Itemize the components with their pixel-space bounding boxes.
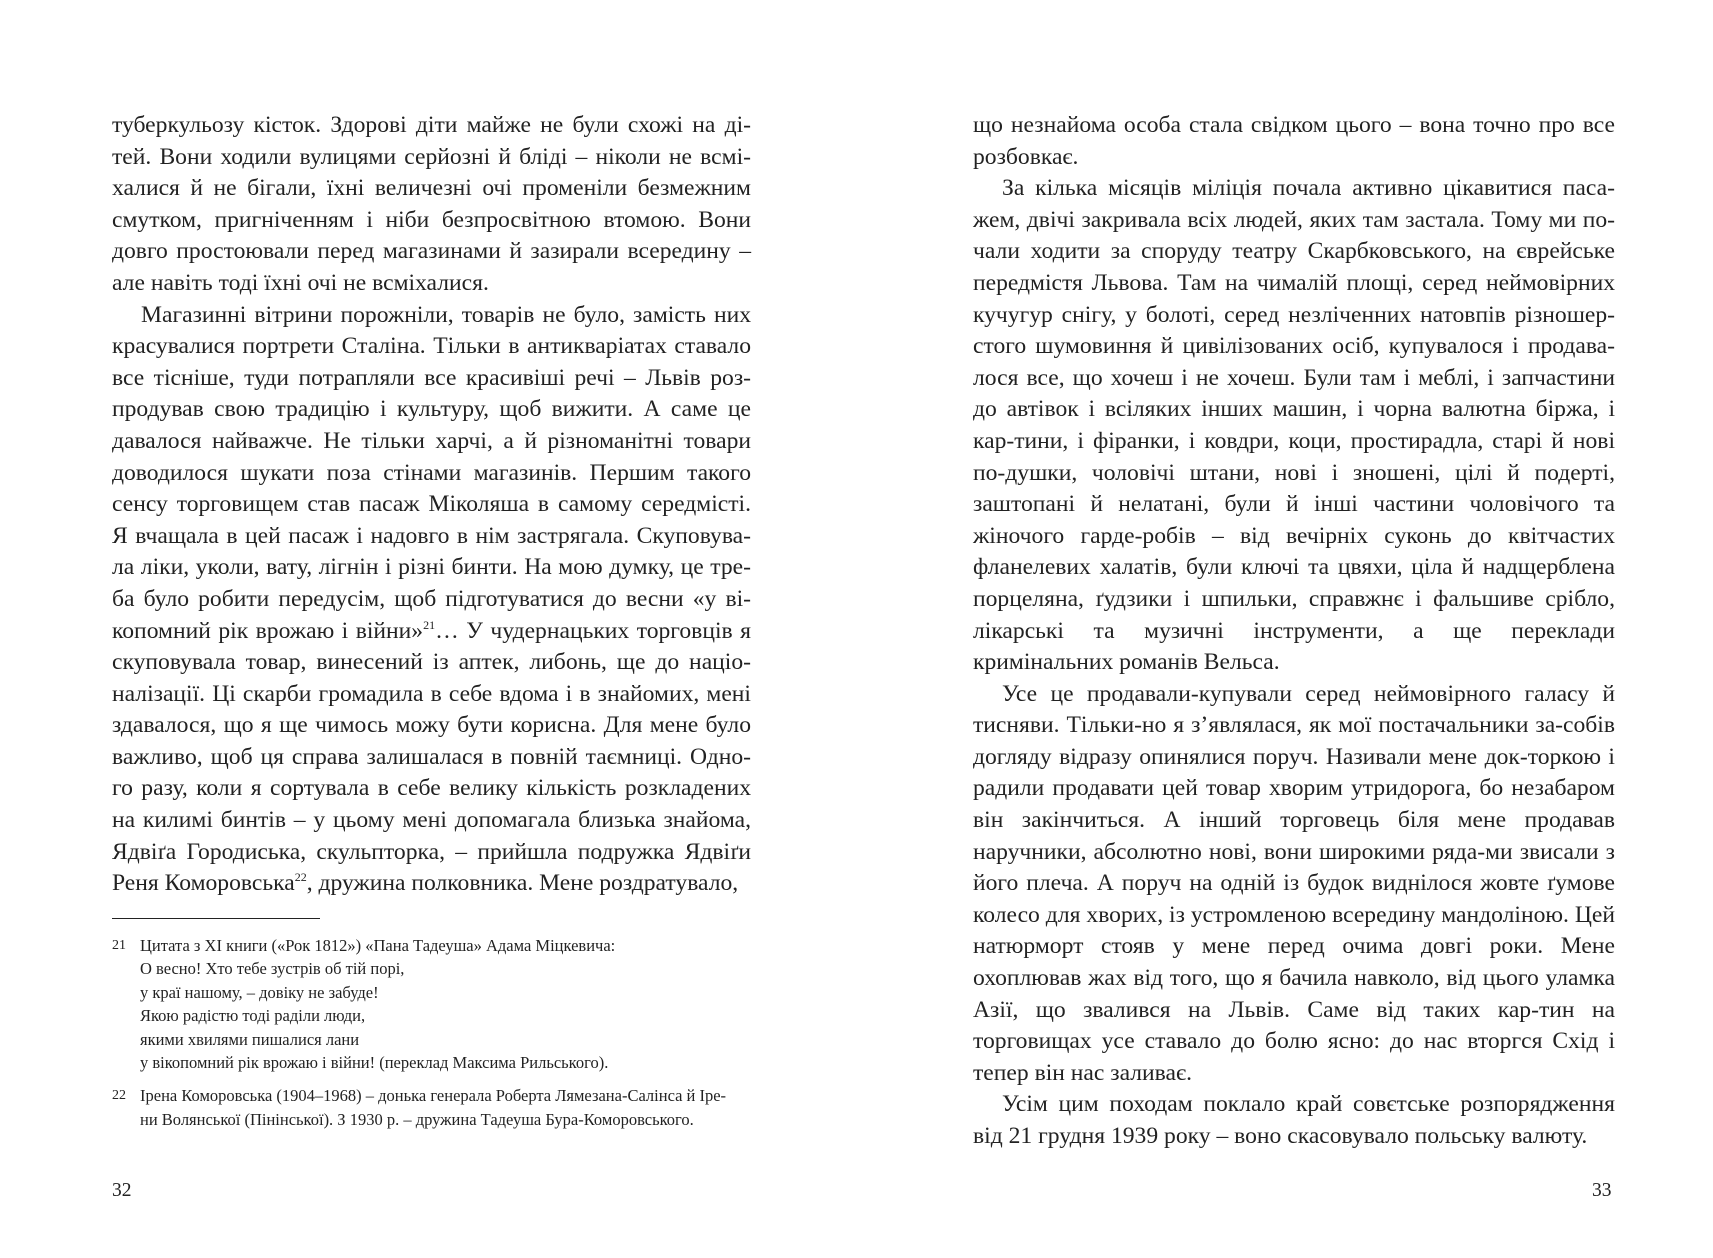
page-number-right: 33 (1592, 1180, 1612, 1201)
left-paragraph-2 (112, 300, 751, 900)
footnote-ref-21[interactable]: 21 (423, 617, 436, 632)
page-number-left: 32 (112, 1180, 132, 1201)
footnote-verse-line: якими хвилями пишалися лани (140, 1029, 360, 1049)
footnote-verse-line: Якою радістю тоді раділи люди, (140, 1006, 366, 1026)
footnote-ref-22[interactable]: 22 (294, 870, 307, 885)
footnote-21 (112, 934, 764, 1074)
right-paragraph-2: За кілька місяців міліція почала активно цікавитися паса-жем, двічі закривала всіх людей, яких там застала. Тому ми по-чали ходити за споруду театру Скарбковського, на єврейське передмістя Львова. Там на чималій площі, серед неймовірних кучугур снігу, у болоті, серед незліченних натовпів різношер-стого шумовиння й цивілізованих осіб, купувалося і продава-лося все, що хочеш і не хочеш. Були там і меблі, і запчастини до автівок і всіляких інших машин, і чорна валютна біржа, і кар-тини, і фіранки, і ковдри, коци, простирадла, старі й нові по-душки, чоловічі штани, нові і зношені, цілі й подерті, заштопані й нелатані, були й інші частини чоловічого та жіночого гарде-робів – від вечірніх суконь до квітчастих фланелевих халатів, були ключі та цвяхи, ціла й надщерблена порцеляна, ґудзики і шпильки, справжнє і фальшиве срібло, лікарські та музичні інструменти, а ще переклади кримінальних романів Вельса. (973, 175, 1615, 676)
right-body-text (973, 110, 1615, 1153)
left-paragraph-2-part-2: … У чудернацьких торговців я скуповувала товар, винесений із аптек, либонь, ще до націо-налізації. Ці скарби громадила в себе вдома і в знайомих, мені здавалося, що я ще чимось можу бути корисна. Для мене було важливо, щоб ця справа залишалася в повній таємниці. Одно-го разу, коли я сортувала в себе велику кількість розкладених на килимі бинтів – у цьому мені допомагала близька знайома, Ядвіґа Городиська, скульпторка, – прийшла подружка Ядвіґи Реня Коморовська (112, 617, 751, 897)
footnote-22 (112, 1084, 764, 1131)
footnote-verse-line: у вікопомний рік врожаю і війни! (переклад Максима Рильського). (140, 1053, 609, 1073)
footnote-line: Цитата з XI книги («Рок 1812») «Пана Тадеуша» Адама Міцкевича: (140, 936, 616, 955)
right-page (856, 0, 1713, 1258)
right-paragraph-1: що незнайома особа стала свідком цього – вона точно про все розбовкає. (973, 112, 1615, 170)
footnote-line: ни Волянської (Пінінської). З 1930 р. – дружина Тадеуша Бура-Коморовського. (140, 1109, 694, 1129)
footnote-number: 22 (112, 1088, 126, 1104)
footnote-line: Ірена Коморовська (1904–1968) – донька генерала Роберта Лямезана-Салінса й Іре- (140, 1086, 727, 1106)
right-paragraph-3: Усе це продавали-купували серед неймовірного галасу й тисняви. Тільки-но я з’являлася, як мої постачальники за-собів догляду відразу опинялися поруч. Називали мене док-торкою і радили продавати цей товар хворим утридорога, бо незабаром він закінчиться. А інший торговець біля мене продавав наручники, абсолютно нові, вони широкими ряда-ми звисали з його плеча. А поруч на одній із будок виднілося жовте ґумове колесо для хворих, із устромленою всередину мандоліною. Цей натюрморт стояв у мене перед очима довгі роки. Мене охоплював жах від того, що я бачила навколо, від цього уламка Азії, що звалився на Львів. Саме від таких кар-тин на торговищах усе ставало до болю ясно: до нас вторгся Схід і тепер він нас заливає. (973, 680, 1615, 1086)
left-paragraph-2-part-3: , дружина полковника. Мене роздратувало, (306, 870, 739, 897)
left-body-text (112, 110, 751, 900)
left-paragraph-1: туберкульозу кісток. Здорові діти майже не були схожі на ді-тей. Вони ходили вулицями серйозні й бліді – ніколи не всмі-халися й не бігали, їхні величезні очі променіли безмежним смутком, пригніченням і ніби безпросвітною втомою. Вони довго простоювали перед магазинами й зазирали всередину – але навіть тоді їхні очі не всміхалися. (112, 112, 751, 296)
footnote-verse-line: у краї нашому, – довіку не забуде! (140, 982, 379, 1002)
footnote-divider (112, 918, 320, 919)
left-page (0, 0, 856, 1258)
right-paragraph-4: Усім цим походам поклало край совєтське розпорядження від 21 грудня 1939 року – воно скасовувало польську валюту. (973, 1091, 1615, 1149)
footnote-number: 21 (112, 938, 126, 953)
footnotes (112, 934, 764, 1141)
footnote-verse-line: О весно! Хто тебе зустрів об тій порі, (140, 959, 405, 979)
left-paragraph-2-part-1: Магазинні вітрини порожніли, товарів не було, замість них красувалися портрети Сталіна. Тільки в антикваріатах ставало все тісніше, туди потрапляли все красивіші речі – Львів роз-продував свою традицію і культуру, щоб вижити. А саме це давалося найважче. Не тільки харчі, а й різноманітні товари доводилося шукати поза стінами магазинів. Першим такого сенсу торговищем став пасаж Міколяша в самому середмісті. Я вчащала в цей пасаж і надовго в нім застрягала. Скуповува-ла ліки, уколи, вату, лігнін і різні бинти. На мою думку, це тре-ба було робити передусім, щоб підготуватися до весни «у ві-копомний рік врожаю і війни» (112, 301, 751, 644)
